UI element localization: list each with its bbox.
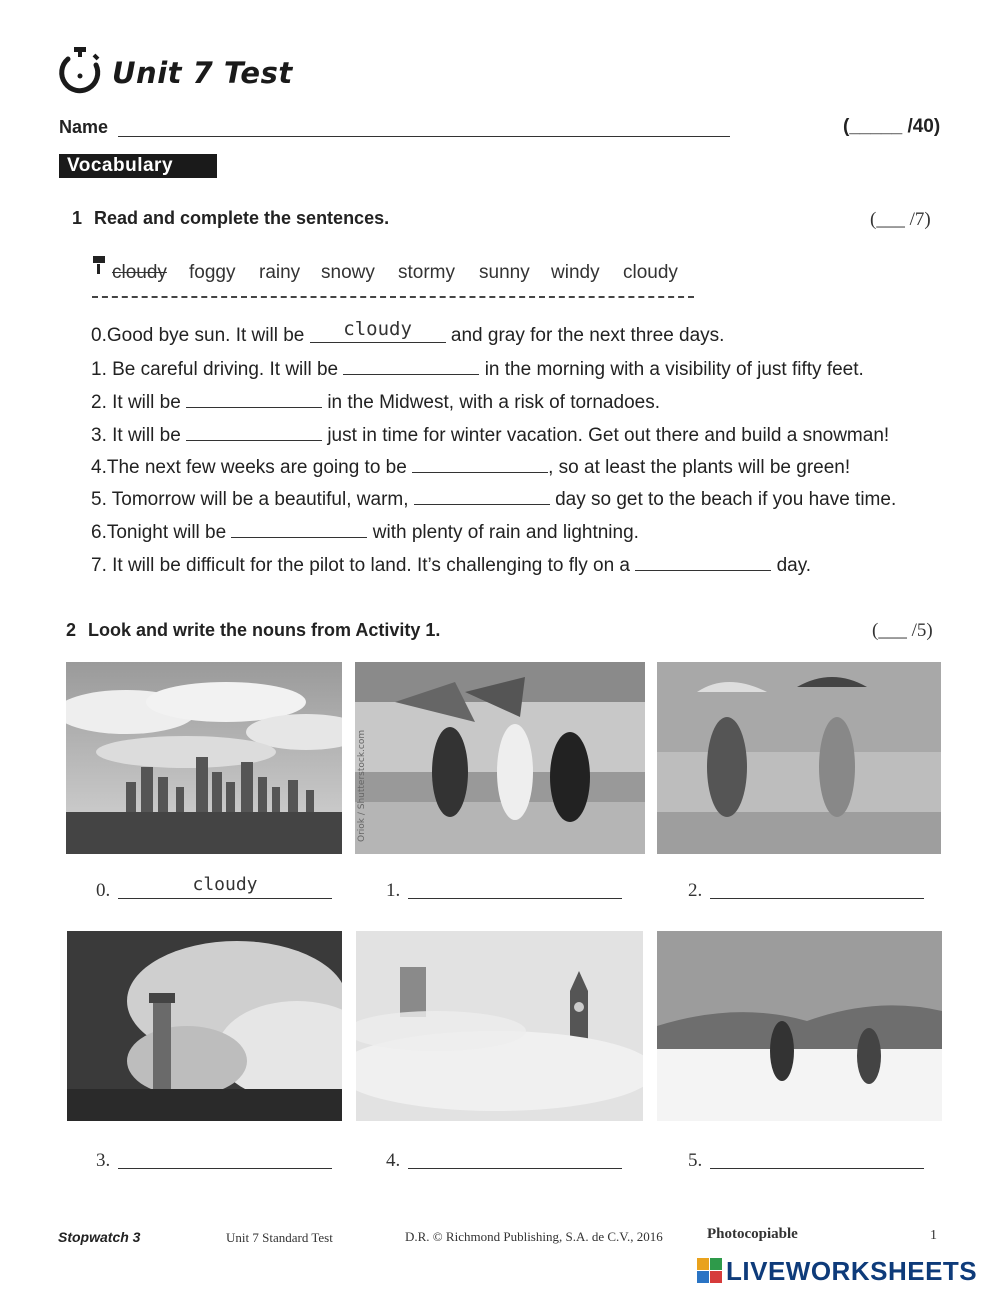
footer-brand: Stopwatch 3 bbox=[58, 1229, 141, 1245]
sentence: 0.Good bye sun. It will be cloudy and gray for the next three days. bbox=[91, 318, 725, 346]
footer-photocopiable: Photocopiable bbox=[707, 1226, 798, 1242]
section-label: Vocabulary bbox=[59, 154, 217, 178]
stopwatch-icon bbox=[56, 45, 104, 97]
word-bank bbox=[92, 258, 694, 298]
photo-caption: 3. bbox=[96, 1150, 110, 1172]
photo-caption: 2. bbox=[688, 880, 702, 902]
word-bank-item: sunny bbox=[479, 262, 530, 283]
stormy-lighthouse-photo bbox=[67, 931, 342, 1121]
total-score: (_____ /40) bbox=[843, 116, 941, 137]
word-bank-item: cloudy bbox=[112, 262, 167, 283]
photo-caption: 0. cloudy bbox=[96, 880, 110, 902]
answer-blank[interactable] bbox=[710, 1168, 924, 1169]
footer-test-name: Unit 7 Standard Test bbox=[226, 1230, 333, 1245]
name-input-line[interactable] bbox=[118, 136, 730, 137]
page-title: Unit 7 Test bbox=[112, 56, 293, 90]
answer-blank[interactable]: cloudy bbox=[310, 324, 446, 343]
sentence: 1. Be careful driving. It will be in the morning with a visibility of just fifty feet. bbox=[91, 356, 864, 381]
photo-caption: 4. bbox=[386, 1150, 400, 1172]
exercise-2-score: (___ /5) bbox=[872, 620, 933, 641]
word-bank-item: rainy bbox=[259, 262, 301, 283]
answer-blank[interactable] bbox=[343, 356, 479, 375]
answer-blank[interactable] bbox=[408, 898, 622, 899]
windy-people-photo bbox=[355, 662, 645, 854]
exercise-1-score: (___ /7) bbox=[870, 209, 931, 230]
foggy-london-photo bbox=[356, 931, 643, 1121]
name-label: Name bbox=[59, 117, 109, 137]
answer-blank[interactable] bbox=[408, 1168, 622, 1169]
exercise-instruction: Read and complete the sentences. bbox=[94, 208, 390, 228]
sentence: 3. It will be just in time for winter vacation. Get out there and build a snowman! bbox=[91, 422, 889, 447]
photo-credit: Oriok / Shutterstock.com bbox=[357, 729, 367, 842]
answer-blank[interactable] bbox=[186, 422, 322, 441]
snowy-hikers-photo bbox=[657, 931, 942, 1121]
photo-caption: 5. bbox=[688, 1150, 702, 1172]
answer-blank[interactable] bbox=[186, 389, 322, 408]
page-number: 1 bbox=[930, 1228, 937, 1243]
exercise-number: 2 bbox=[66, 620, 77, 640]
exercise-instruction: Look and write the nouns from Activity 1. bbox=[88, 620, 441, 640]
sentence: 4.The next few weeks are going to be , so at least the plants will be green! bbox=[91, 454, 850, 479]
exercise-number: 1 bbox=[72, 208, 83, 228]
sentence: 7. It will be difficult for the pilot to land. It’s challenging to fly on a day. bbox=[91, 552, 811, 577]
word-bank-item: cloudy bbox=[623, 262, 678, 283]
sentence: 6.Tonight will be with plenty of rain and lightning. bbox=[91, 519, 639, 544]
cloudy-city-photo bbox=[66, 662, 342, 854]
answer-blank[interactable] bbox=[710, 898, 924, 899]
answer-blank[interactable] bbox=[412, 454, 548, 473]
word-bank-item: windy bbox=[551, 262, 600, 283]
watermark-text: LIVEWORKSHEETS bbox=[726, 1256, 978, 1286]
answer-blank[interactable] bbox=[414, 486, 550, 505]
sentence: 5. Tomorrow will be a beautiful, warm, day so get to the beach if you have time. bbox=[91, 486, 896, 511]
sentence: 2. It will be in the Midwest, with a risk of tornadoes. bbox=[91, 389, 660, 414]
answer-blank[interactable] bbox=[231, 519, 367, 538]
footer-copyright: D.R. © Richmond Publishing, S.A. de C.V., 2016 bbox=[405, 1229, 663, 1244]
word-bank-item: stormy bbox=[398, 262, 455, 283]
answer-blank[interactable] bbox=[118, 1168, 332, 1169]
word-bank-item: foggy bbox=[189, 262, 236, 283]
exercise-2-heading bbox=[66, 620, 440, 641]
word-bank-item: snowy bbox=[321, 262, 375, 283]
answer-blank[interactable] bbox=[635, 552, 771, 571]
photo-caption: 1. bbox=[386, 880, 400, 902]
liveworksheets-logo-icon bbox=[697, 1258, 723, 1284]
exercise-1-heading bbox=[72, 208, 389, 229]
rainy-people-photo bbox=[657, 662, 941, 854]
answer-blank[interactable] bbox=[118, 898, 332, 899]
